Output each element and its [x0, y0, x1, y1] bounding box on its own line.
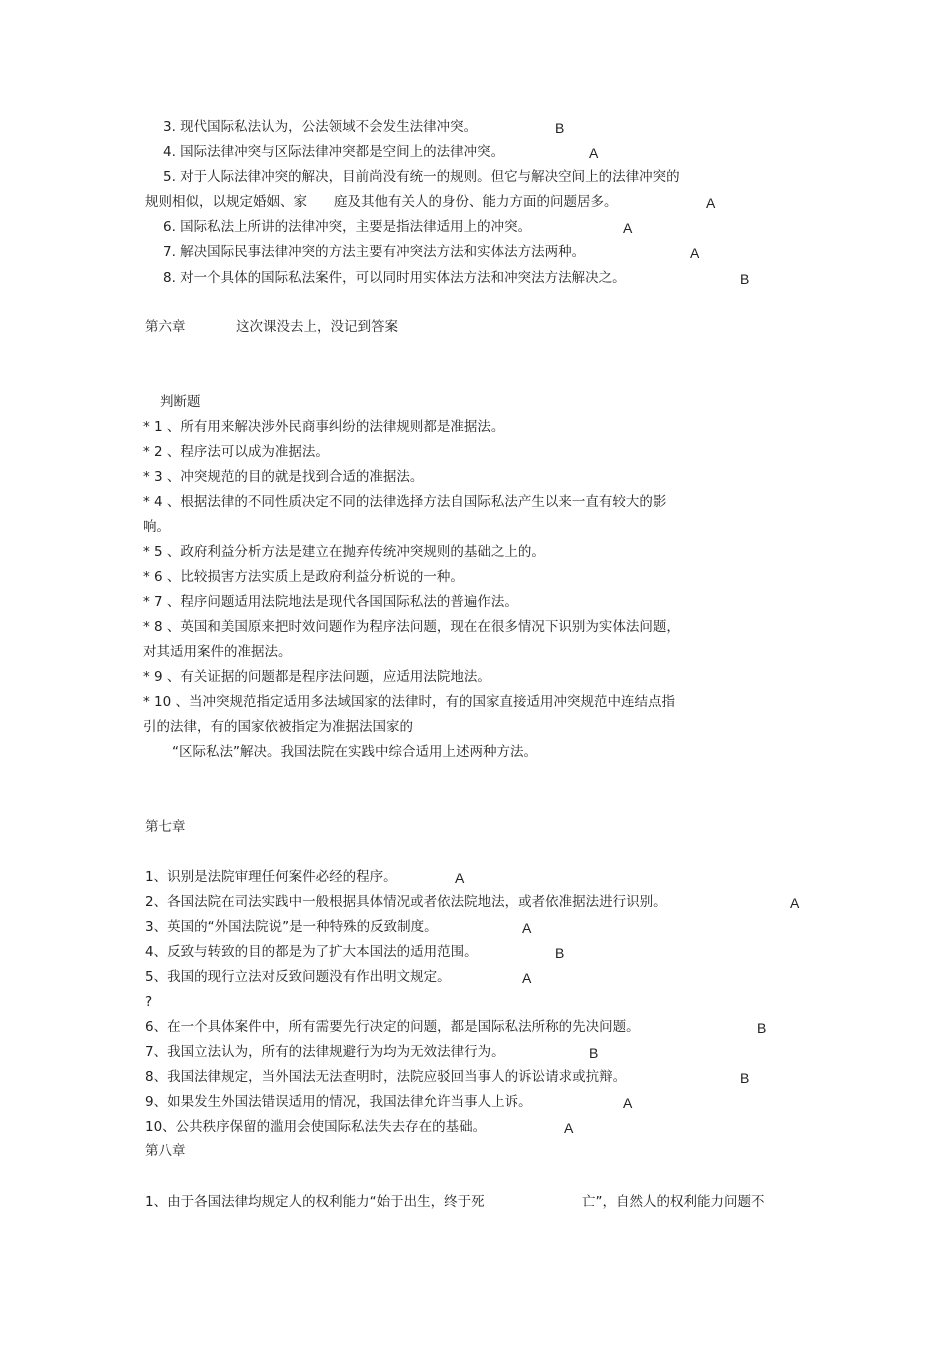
ch5-q6-text: 6. 国际私法上所讲的法律冲突，主要是指法律适用上的冲突。 [163, 219, 532, 235]
ch6-item-6: * 6 、比较损害方法实质上是政府利益分析说的一种。 [143, 569, 464, 585]
ch6-item-8-line2: 对其适用案件的准据法。 [143, 644, 292, 660]
ch7-q7-text: 7、我国立法认为，所有的法律规避行为均为无效法律行为。 [145, 1044, 505, 1060]
ch6-item-3: * 3 、冲突规范的目的就是找到合适的准据法。 [143, 469, 424, 485]
ch7-q8-answer: B [740, 1070, 750, 1086]
ch7-q5-text: 5、我国的现行立法对反致问题没有作出明文规定。 [145, 969, 451, 985]
ch7-q8-text: 8、我国法律规定，当外国法无法查明时，法院应驳回当事人的诉讼请求或抗辩。 [145, 1069, 627, 1085]
ch5-q4-answer: A [589, 145, 599, 161]
ch7-q5-answer: A [522, 970, 532, 986]
ch6-item-5: * 5 、政府利益分析方法是建立在抛弃传统冲突规则的基础之上的。 [143, 544, 545, 560]
ch7-q9-text: 9、如果发生外国法错误适用的情况，我国法律允许当事人上诉。 [145, 1094, 532, 1110]
ch8-title: 第八章 [145, 1143, 186, 1159]
ch6-item-10-line1: * 10 、当冲突规范指定适用多法域国家的法律时，有的国家直接适用冲突规范中连结点指 [143, 694, 676, 710]
ch7-q1-text: 1、识别是法院审理任何案件必经的程序。 [145, 869, 397, 885]
ch7-q6-text: 6、在一个具体案件中，所有需要先行决定的问题，都是国际私法所称的先决问题。 [145, 1019, 640, 1035]
ch6-item-7: * 7 、程序问题适用法院地法是现代各国国际私法的普遍作法。 [143, 594, 518, 610]
ch8-q1-part1: 1、由于各国法律均规定人的权利能力“始于出生，终于死 [145, 1194, 485, 1210]
ch5-q5-line2: 规则相似，以规定婚姻、家 庭及其他有关人的身份、能力方面的问题居多。 [145, 194, 618, 210]
ch5-q7-text: 7. 解决国际民事法律冲突的方法主要有冲突法方法和实体法方法两种。 [163, 244, 586, 260]
ch7-q3-text: 3、英国的“外国法院说”是一种特殊的反致制度。 [145, 919, 438, 935]
ch7-question-mark: ? [145, 994, 153, 1010]
ch6-item-9: * 9 、有关证据的问题都是程序法问题，应适用法院地法。 [143, 669, 491, 685]
ch5-q5-answer: A [706, 195, 716, 211]
ch5-q3-answer: B [555, 120, 565, 136]
ch7-q3-answer: A [522, 920, 532, 936]
ch5-q6-answer: A [623, 220, 633, 236]
ch7-q4-text: 4、反致与转致的目的都是为了扩大本国法的适用范围。 [145, 944, 478, 960]
ch6-item-4-line1: * 4 、根据法律的不同性质决定不同的法律选择方法自国际私法产生以来一直有较大的影 [143, 494, 667, 510]
ch6-item-10-line2: 引的法律，有的国家依被指定为准据法国家的 [143, 719, 413, 735]
ch5-q8-answer: B [740, 271, 750, 287]
ch6-item-4-line2: 响。 [143, 519, 170, 535]
ch6-item-8-line1: * 8 、英国和美国原来把时效问题作为程序法问题，现在在很多情况下识别为实体法问题， [143, 619, 680, 635]
ch5-q3-text: 3. 现代国际私法认为，公法领域不会发生法律冲突。 [163, 119, 478, 135]
ch7-q2-text: 2、各国法院在司法实践中一般根据具体情况或者依法院地法，或者依准据法进行识别。 [145, 894, 667, 910]
ch7-q7-answer: B [589, 1045, 599, 1061]
ch5-q8-text: 8. 对一个具体的国际私法案件，可以同时用实体法方法和冲突法方法解决之。 [163, 270, 626, 286]
ch6-title: 第六章 [145, 319, 186, 335]
ch7-q6-answer: B [757, 1020, 767, 1036]
ch6-item-1: * 1 、所有用来解决涉外民商事纠纷的法律规则都是准据法。 [143, 419, 505, 435]
ch7-q9-answer: A [623, 1095, 633, 1111]
ch5-q5-line1: 5. 对于人际法律冲突的解决，目前尚没有统一的规则。但它与解决空间上的法律冲突的 [163, 169, 680, 185]
ch7-title: 第七章 [145, 819, 186, 835]
ch8-q1-part2: 亡”，自然人的权利能力问题不 [582, 1194, 765, 1210]
ch7-q10-answer: A [564, 1120, 574, 1136]
ch6-item-2: * 2 、程序法可以成为准据法。 [143, 444, 329, 460]
ch7-q1-answer: A [455, 870, 465, 886]
ch5-q4-text: 4. 国际法律冲突与区际法律冲突都是空间上的法律冲突。 [163, 144, 505, 160]
ch7-q2-answer: A [790, 895, 800, 911]
ch7-q4-answer: B [555, 945, 565, 961]
ch5-q7-answer: A [690, 245, 700, 261]
ch6-item-10-line3: “区际私法”解决。我国法院在实践中综合适用上述两种方法。 [172, 744, 537, 760]
ch6-section-heading: 判断题 [160, 394, 201, 410]
ch6-note: 这次课没去上，没记到答案 [236, 319, 398, 335]
ch7-q10-text: 10、公共秩序保留的滥用会使国际私法失去存在的基础。 [145, 1119, 487, 1135]
